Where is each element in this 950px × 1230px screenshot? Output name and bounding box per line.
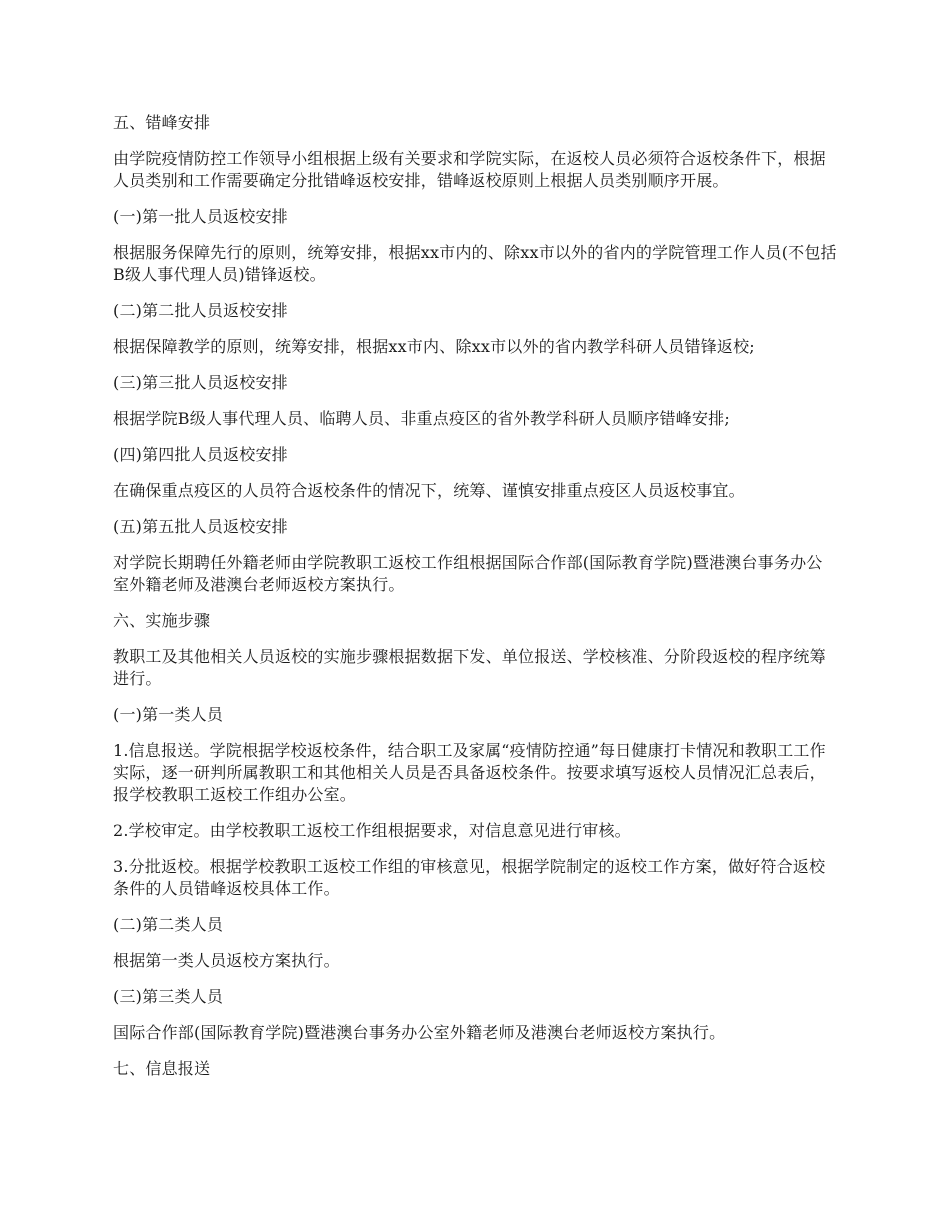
subsection-heading: (二)第二批人员返校安排: [113, 301, 288, 320]
subsection-heading: (三)第三类人员: [113, 987, 224, 1006]
section-heading: 七、信息报送: [113, 1059, 211, 1078]
subsection-heading: (三)第三批人员返校安排: [113, 373, 288, 392]
section-heading: 五、错峰安排: [113, 113, 211, 132]
body-paragraph: 根据学院B级人事代理人员、临聘人员、非重点疫区的省外教学科研人员顺序错峰安排;: [113, 409, 730, 428]
body-paragraph: 2.学校审定。由学校教职工返校工作组根据要求，对信息意见进行审核。: [113, 821, 631, 840]
body-paragraph: 根据保障教学的原则，统筹安排，根据xx市内、除xx市以外的省内教学科研人员错锋返校;: [113, 337, 755, 356]
document-page: [113, 112, 838, 1094]
body-paragraph: 根据第一类人员返校方案执行。: [113, 951, 340, 970]
body-paragraph: 3.分批返校。根据学校教职工返校工作组的审核意见，根据学院制定的返校工作方案，做好符合返校条件的人员错峰返校具体工作。: [113, 857, 826, 898]
body-paragraph: 由学院疫情防控工作领导小组根据上级有关要求和学院实际，在返校人员必须符合返校条件下，根据人员类别和工作需要确定分批错峰返校安排，错峰返校原则上根据人员类别顺序开展。: [113, 149, 826, 190]
body-paragraph: 1.信息报送。学院根据学校返校条件，结合职工及家属“疫情防控通”每日健康打卡情况和教职工工作实际，逐一研判所属教职工和其他相关人员是否具备返校条件。按要求填写返校人员情况汇总表后，报学校教职工返校工作组办公室。: [113, 741, 826, 804]
body-paragraph: 根据服务保障先行的原则，统筹安排，根据xx市内的、除xx市以外的省内的学院管理工作人员(不包括B级人事代理人员)错锋返校。: [113, 243, 837, 284]
body-paragraph: 在确保重点疫区的人员符合返校条件的情况下，统筹、谨慎安排重点疫区人员返校事宜。: [113, 481, 745, 500]
body-paragraph: 国际合作部(国际教育学院)暨港澳台事务办公室外籍老师及港澳台老师返校方案执行。: [113, 1023, 726, 1042]
subsection-heading: (四)第四批人员返校安排: [113, 445, 288, 464]
subsection-heading: (二)第二类人员: [113, 915, 224, 934]
body-paragraph: 教职工及其他相关人员返校的实施步骤根据数据下发、单位报送、学校核准、分阶段返校的程序统筹进行。: [113, 647, 826, 688]
subsection-heading: (一)第一类人员: [113, 705, 224, 724]
subsection-heading: (五)第五批人员返校安排: [113, 517, 288, 536]
body-paragraph: 对学院长期聘任外籍老师由学院教职工返校工作组根据国际合作部(国际教育学院)暨港澳台事务办公室外籍老师及港澳台老师返校方案执行。: [113, 553, 823, 594]
section-heading: 六、实施步骤: [113, 611, 211, 630]
subsection-heading: (一)第一批人员返校安排: [113, 207, 288, 226]
